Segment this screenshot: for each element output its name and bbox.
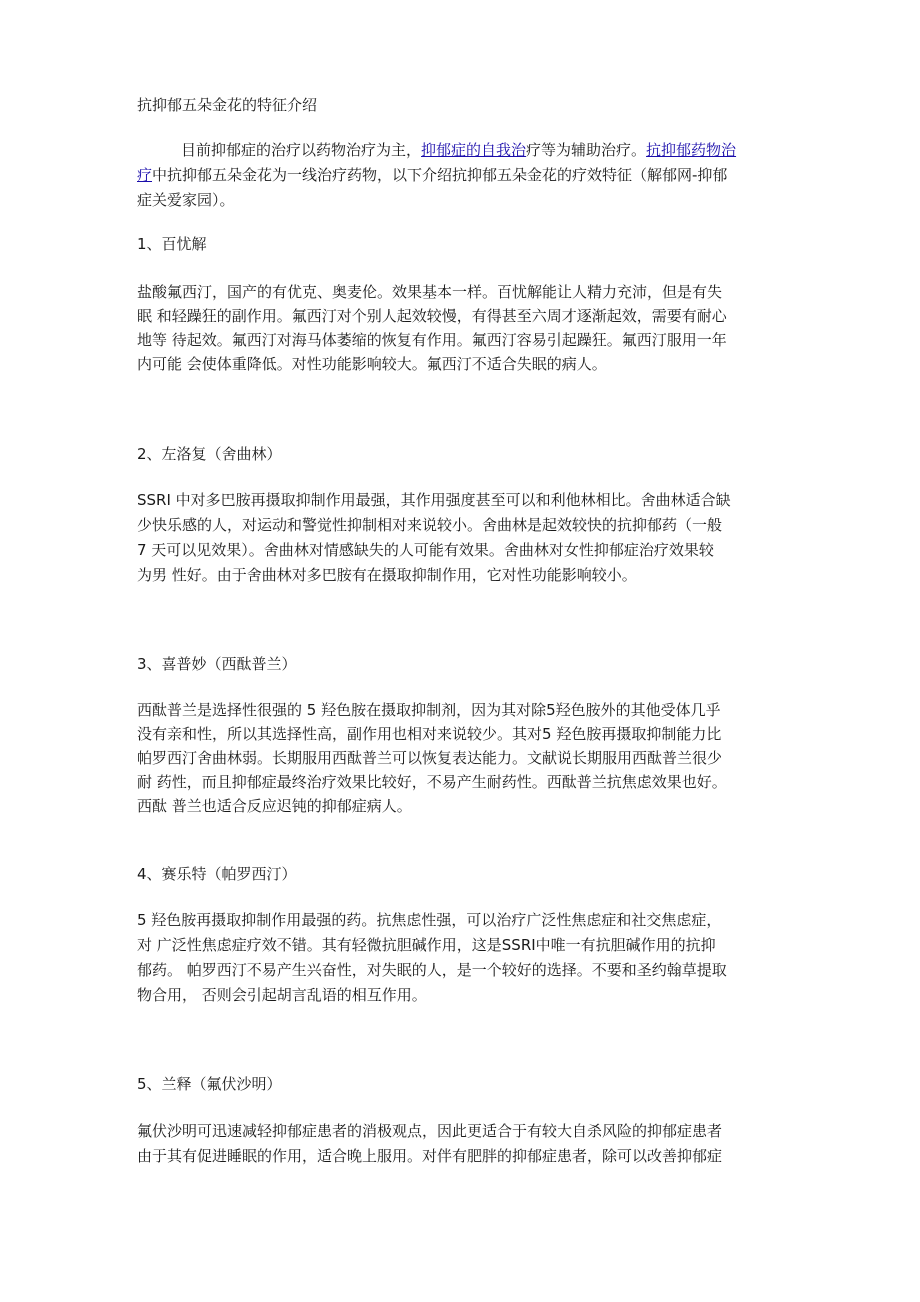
intro-text: 中抗抑郁五朵金花为一线治疗药物，以下介绍抗抑郁五朵金花的疗效特征（解郁网-抑郁: [152, 166, 728, 184]
section-4-line: 郁药。 帕罗西汀不易产生兴奋性，对失眠的人，是一个较好的选择。不要和圣约翰草提取: [137, 961, 727, 979]
drug-treatment-link[interactable]: 抗抑郁药物治: [646, 141, 737, 159]
section-2-line: 少快乐感的人，对运动和警觉性抑制相对来说较小。舍曲林是起效较快的抗抑郁药（一般: [137, 516, 723, 534]
self-treatment-link[interactable]: 抑郁症的自我治: [421, 141, 527, 159]
section-1-line: 地等 待起效。氟西汀对海马体萎缩的恢复有作用。氟西汀容易引起躁狂。氟西汀服用一年: [137, 331, 727, 349]
section-3-line: 没有亲和性，所以其选择性高，副作用也相对来说较少。其对5 羟色胺再摄取抑制能力比: [137, 725, 722, 743]
section-3-line: 耐 药性，而且抑郁症最终治疗效果比较好，不易产生耐药性。西酞普兰抗焦虑效果也好。: [137, 773, 727, 791]
section-1-line: 内可能 会使体重降低。对性功能影响较大。氟西汀不适合失眠的病人。: [137, 355, 607, 373]
intro-line-3: 症关爱家园）。: [137, 191, 235, 209]
section-2-line: SSRI 中对多巴胺再摄取抑制作用最强，其作用强度甚至可以和利他林相比。舍曲林适合缺: [137, 491, 731, 509]
intro-text: 疗等为辅助治疗。: [526, 141, 647, 159]
section-heading-3: 3、喜普妙（西酞普兰）: [137, 655, 297, 673]
section-2-line: 7 天可以见效果）。舍曲林对情感缺失的人可能有效果。舍曲林对女性抑郁症治疗效果较: [137, 541, 714, 559]
section-4-line: 对 广泛性焦虑症疗效不错。其有轻微抗胆碱作用，这是SSRI中唯一有抗胆碱作用的抗抑: [137, 936, 716, 954]
section-heading-1: 1、百忧解: [137, 235, 207, 253]
section-heading-2: 2、左洛复（舍曲林）: [137, 445, 282, 463]
section-heading-4: 4、赛乐特（帕罗西汀）: [137, 865, 297, 883]
drug-treatment-link-cont[interactable]: 疗: [137, 166, 153, 184]
document-title: 抗抑郁五朵金花的特征介绍: [137, 96, 318, 114]
section-1-line: 盐酸氟西汀，国产的有优克、奥麦伦。效果基本一样。百忧解能让人精力充沛，但是有失: [137, 283, 723, 301]
section-heading-5: 5、兰释（氟伏沙明）: [137, 1075, 282, 1093]
section-3-line: 西酞 普兰也适合反应迟钝的抑郁症病人。: [137, 797, 412, 815]
intro-line-2: [137, 165, 797, 185]
section-2-line: 为男 性好。由于舍曲林对多巴胺有在摄取抑制作用，它对性功能影响较小。: [137, 566, 637, 584]
intro-text: 目前抑郁症的治疗以药物治疗为主，: [181, 141, 422, 159]
section-3-line: 西酞普兰是选择性很强的 5 羟色胺在摄取抑制剂，因为其对除5羟色胺外的其他受体几乎: [137, 701, 721, 719]
section-5-line: 由于其有促进睡眠的作用，适合晚上服用。对伴有肥胖的抑郁症患者，除可以改善抑郁症: [137, 1147, 723, 1165]
section-4-line: 5 羟色胺再摄取抑制作用最强的药。抗焦虑性强，可以治疗广泛性焦虑症和社交焦虑症，: [137, 911, 722, 929]
section-5-line: 氟伏沙明可迅速减轻抑郁症患者的消极观点，因此更适合于有较大自杀风险的抑郁症患者: [137, 1122, 723, 1140]
section-1-line: 眠 和轻躁狂的副作用。氟西汀对个别人起效较慢，有得甚至六周才逐渐起效，需要有耐心: [137, 307, 727, 325]
section-3-line: 帕罗西汀舍曲林弱。长期服用西酞普兰可以恢复表达能力。文献说长期服用西酞普兰很少: [137, 749, 723, 767]
intro-line-1: [181, 140, 801, 160]
section-4-line: 物合用， 否则会引起胡言乱语的相互作用。: [137, 986, 427, 1004]
